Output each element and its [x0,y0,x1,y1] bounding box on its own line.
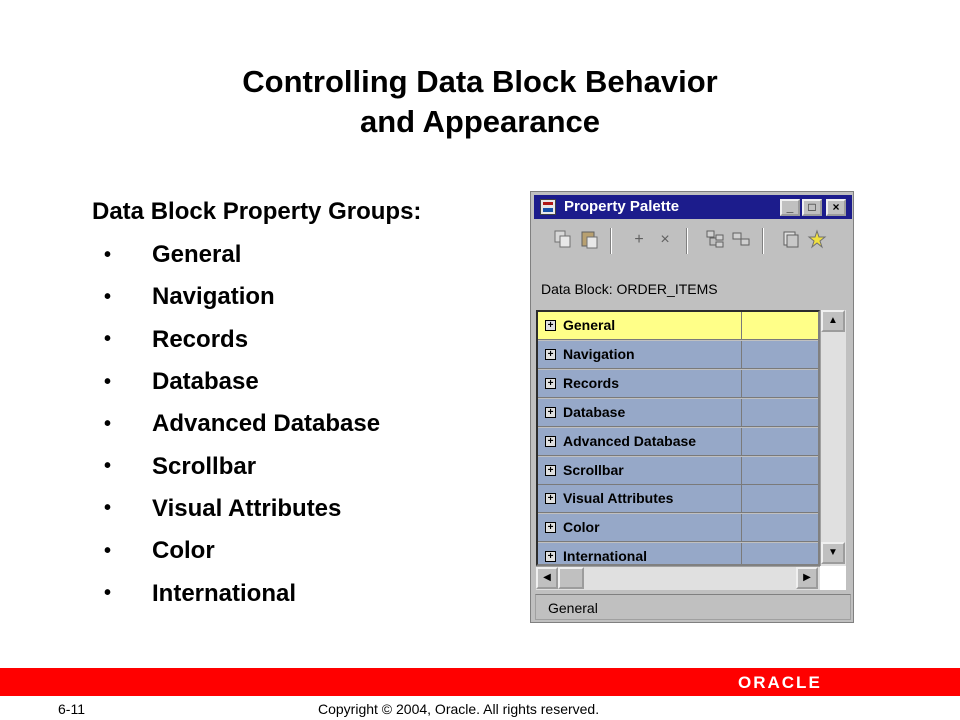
property-row-label: Navigation [563,345,635,362]
list-item [100,488,380,530]
property-row-label: Records [563,374,620,391]
window-title: Property Palette [564,198,680,215]
property-row-advanced-database[interactable] [538,428,820,456]
toolbar-separator [762,228,764,254]
status-text: General [548,600,598,616]
column-divider [741,428,742,456]
minimize-button[interactable]: _ [780,199,800,216]
lock-icon[interactable] [806,229,828,251]
property-row-navigation[interactable] [538,341,820,369]
bullet: • [104,328,112,351]
list-item-label: Scrollbar [152,452,257,480]
list-item [100,319,380,361]
expand-icon[interactable]: + [545,320,556,331]
list-item-label: Records [152,325,249,353]
list-item-label: Color [152,537,215,565]
property-row-label: Scrollbar [563,461,624,478]
scroll-right-button[interactable]: ▶ [796,567,818,589]
list-item-label: Database [152,368,259,396]
column-divider [741,485,742,513]
bullet: • [104,455,112,478]
expand-icon[interactable]: + [545,436,556,447]
palette-toolbar [534,223,852,259]
expand-icon[interactable]: + [545,378,556,389]
column-divider [741,543,742,566]
expand-icon[interactable]: + [545,522,556,533]
close-button[interactable]: × [826,199,846,216]
bullet: • [104,370,112,393]
scroll-corner [820,566,846,590]
scroll-up-button[interactable]: ▲ [821,310,845,332]
list-item [100,276,380,318]
property-row-label: Advanced Database [563,432,697,449]
column-divider [741,370,742,398]
list-item-label: General [152,241,242,269]
property-row-label: Visual Attributes [563,490,674,507]
column-divider [741,312,742,340]
scroll-left-button[interactable]: ◀ [536,567,558,589]
list-item-label: International [152,579,297,607]
property-row-label: Database [563,403,626,420]
expand-icon[interactable]: + [545,465,556,476]
expand-icon[interactable]: + [545,493,556,504]
property-palette-window [530,191,854,623]
property-row-visual-attributes[interactable] [538,485,820,513]
maximize-button[interactable]: □ [802,199,822,216]
list-item [100,530,380,572]
copy-icon[interactable] [552,229,574,251]
list-item [100,572,380,614]
property-row-database[interactable] [538,399,820,427]
horizontal-scrollbar[interactable] [536,566,820,590]
copyright-notice: Copyright © 2004, Oracle. All rights reserved. [318,701,600,717]
collapse-icon[interactable] [730,229,752,251]
column-divider [741,514,742,542]
inherit-icon[interactable] [780,229,802,251]
property-row-label: International [563,548,648,565]
list-item-label: Navigation [152,283,275,311]
delete-icon[interactable]: × [660,231,670,248]
expand-icon[interactable] [704,229,726,251]
expand-icon[interactable]: + [545,407,556,418]
scroll-down-button[interactable]: ▼ [821,542,845,564]
list-item [100,234,380,276]
bullet: • [104,285,112,308]
oracle-logo: ORACLE [738,673,822,692]
title-line-2: and Appearance [359,104,601,139]
list-item [100,403,380,445]
property-row-color[interactable] [538,514,820,542]
title-line-1: Controlling Data Block Behavior [242,64,718,99]
toolbar-separator [686,228,688,254]
page-number: 6-11 [58,701,85,717]
list-item-label: Visual Attributes [152,494,342,522]
column-divider [741,399,742,427]
bullet: • [104,497,112,520]
toolbar-separator [610,228,612,254]
bullet: • [104,539,112,562]
slide-title [0,62,960,142]
status-bar [535,594,851,620]
vertical-scrollbar[interactable] [820,310,846,566]
list-item-label: Advanced Database [152,410,381,438]
property-row-label: Color [563,519,600,536]
property-row-scrollbar[interactable] [538,457,820,485]
list-item [100,445,380,487]
palette-app-icon [540,199,556,215]
column-divider [741,457,742,485]
property-group-list [100,234,380,615]
expand-icon[interactable]: + [545,349,556,360]
scroll-thumb[interactable] [558,567,584,589]
expand-icon[interactable]: + [545,551,556,562]
column-divider [741,341,742,369]
subtitle: Data Block Property Groups: [92,198,422,225]
list-item [100,361,380,403]
bullet: • [104,412,112,435]
data-block-label: Data Block: ORDER_ITEMS [541,281,718,297]
window-titlebar[interactable] [534,195,852,219]
property-row-label: General [563,317,616,333]
paste-icon[interactable] [578,229,600,251]
property-row-records[interactable] [538,370,820,398]
bullet: • [104,582,112,605]
property-row-international[interactable] [538,543,820,566]
property-grid [536,310,820,566]
property-row-general[interactable] [538,312,820,340]
add-icon[interactable]: + [634,231,644,248]
bullet: • [104,243,112,266]
